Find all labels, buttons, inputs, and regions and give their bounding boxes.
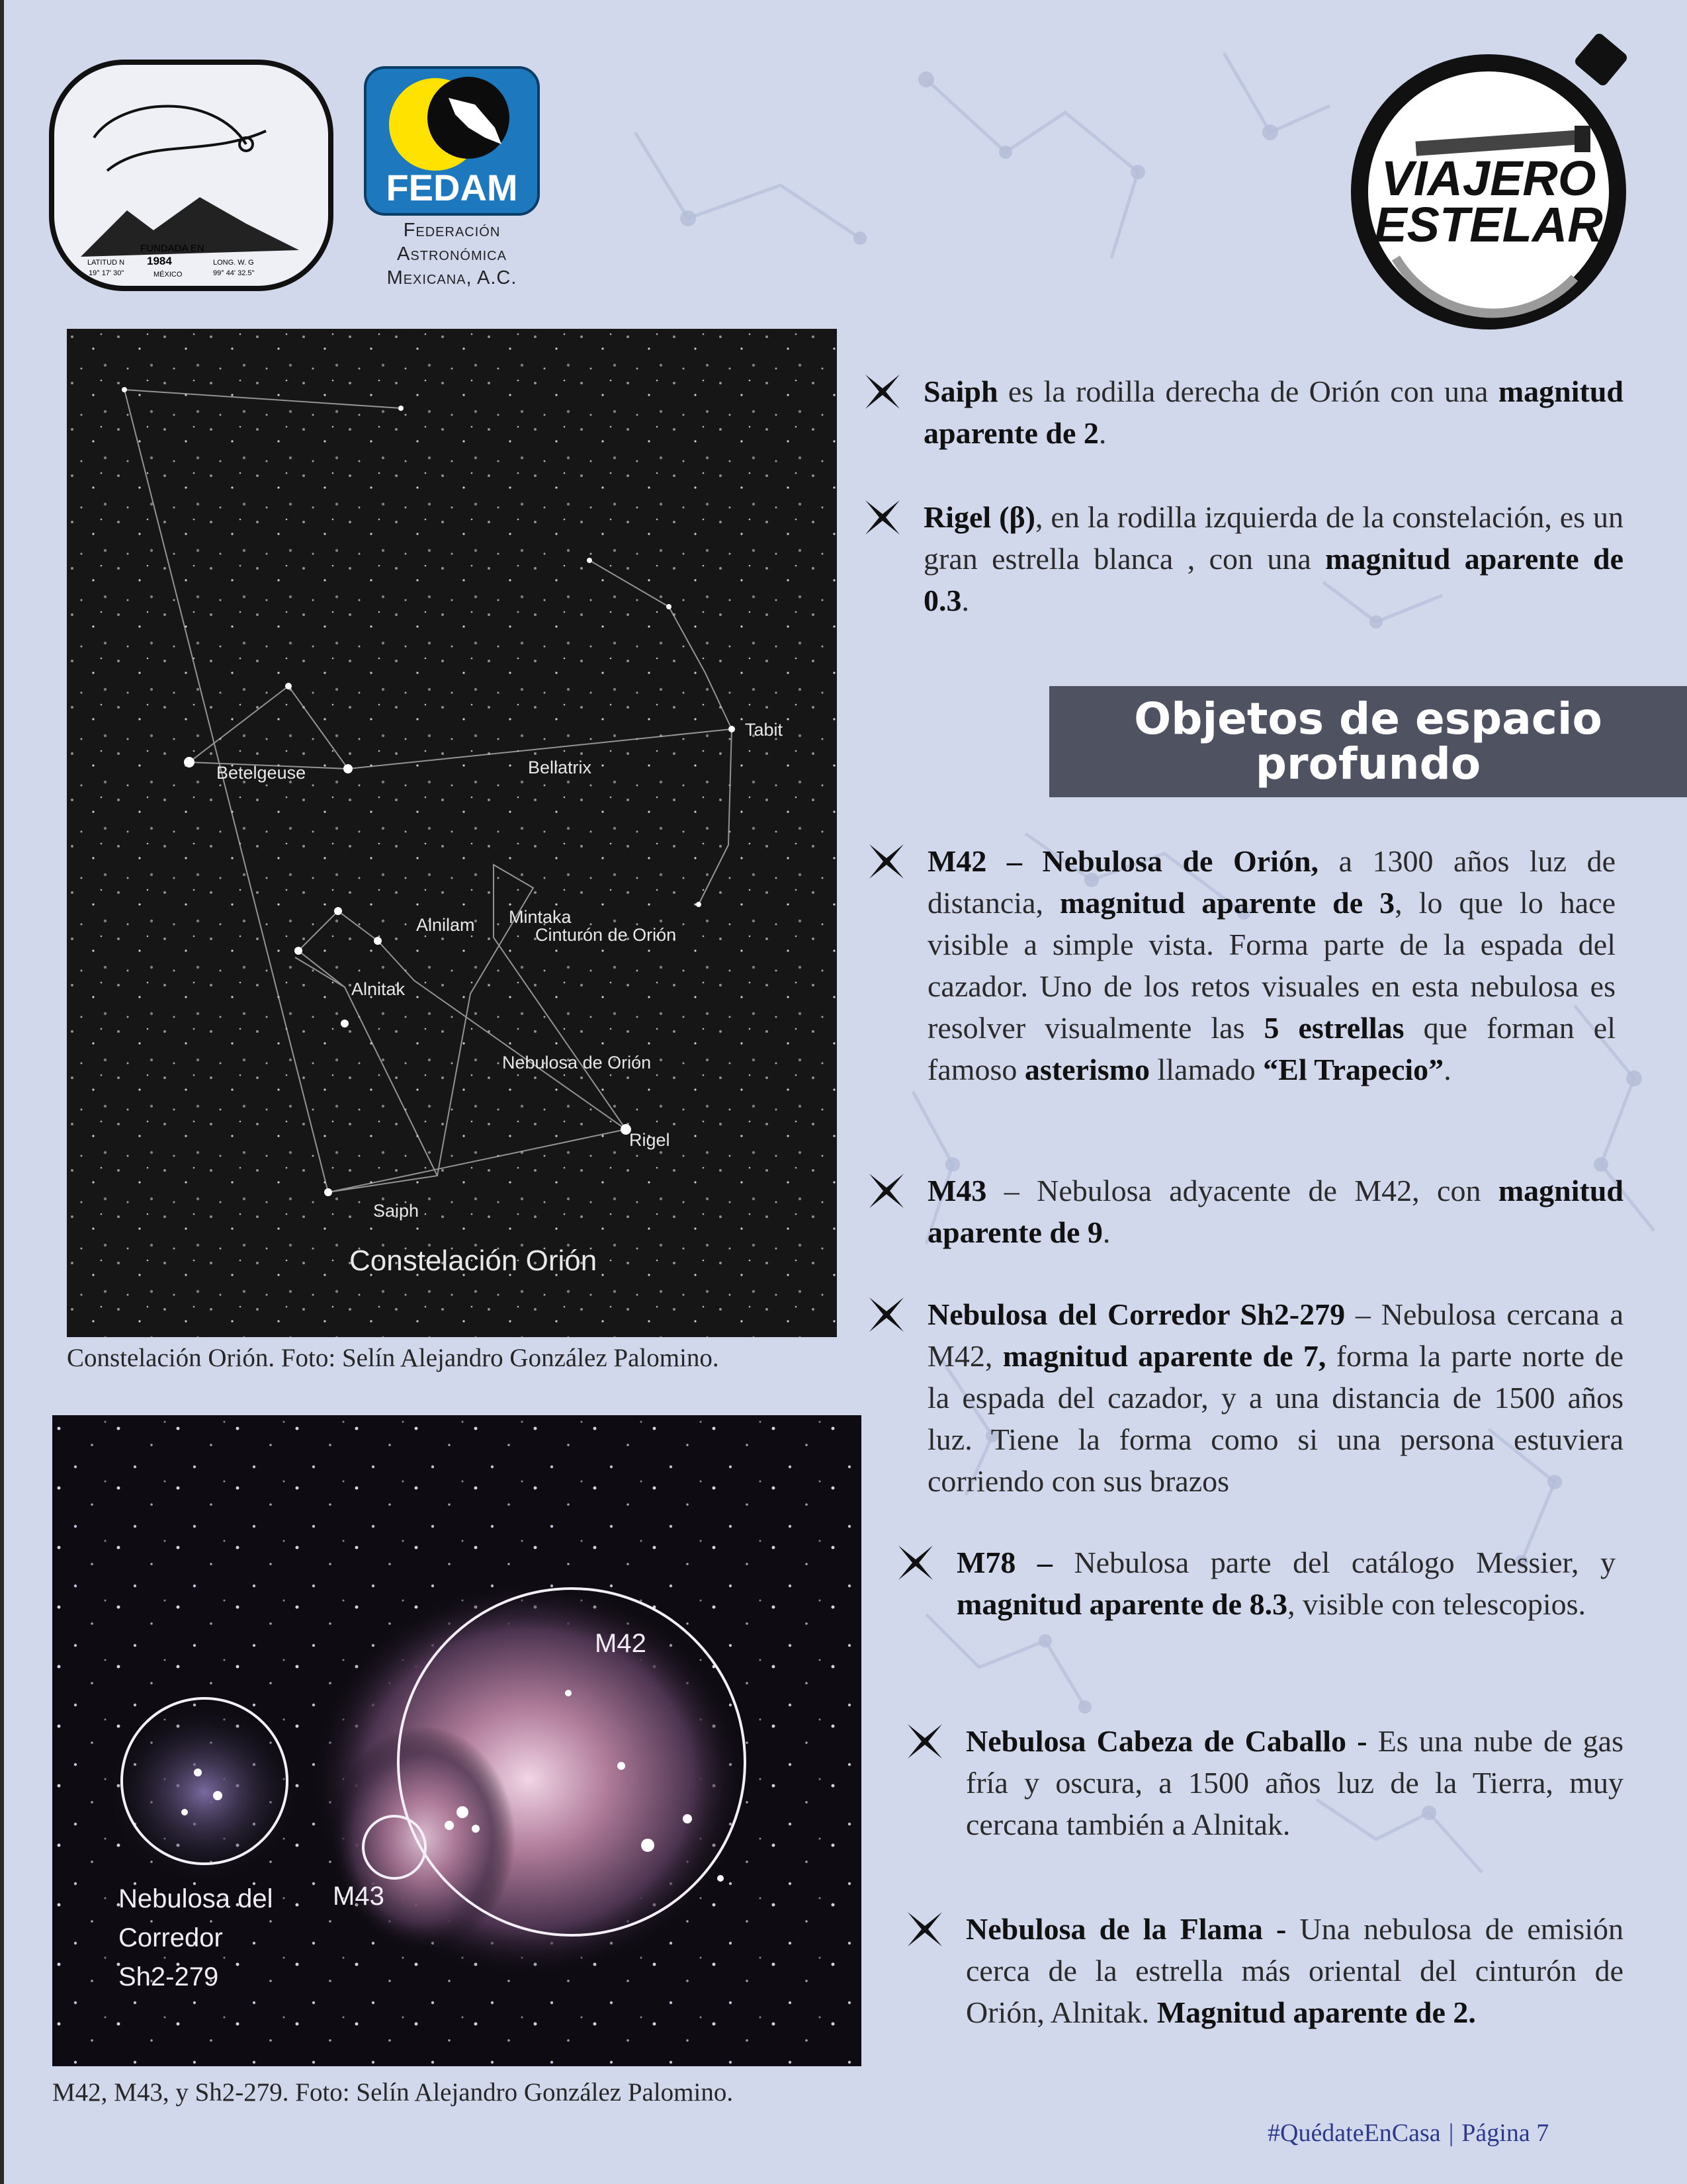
photo2-caption: M42, M43, y Sh2-279. Foto: Selín Alejandro González Palomino.: [52, 2078, 734, 2107]
photo1-caption: Constelación Orión. Foto: Selín Alejandro González Palomino.: [67, 1344, 719, 1372]
fedam-caption-line1: Federación: [403, 220, 501, 241]
star-bullet-icon: [868, 1296, 905, 1333]
footer-separator: |: [1448, 2119, 1454, 2147]
orion-constellation-photo: [67, 329, 837, 1337]
label-corredor-line1: Nebulosa del: [118, 1884, 273, 1913]
page-footer: [1268, 2118, 1549, 2148]
avt-long-label: LONG. W. G: [213, 259, 254, 267]
star-bullet-icon: [864, 499, 901, 536]
avt-founded-year: 1984: [147, 255, 172, 267]
star-bullet-icon: [864, 373, 901, 410]
m42-nebula-photo: [52, 1415, 861, 2066]
footer-page-number: Página 7: [1461, 2119, 1549, 2147]
label-rigel: Rigel: [629, 1130, 670, 1150]
star-bullet-icon: [868, 1172, 905, 1209]
avt-logo: [48, 58, 335, 292]
avt-founded-place: MÉXICO: [153, 271, 183, 279]
avt-lat-label: LATITUD N: [87, 259, 125, 267]
fedam-wordmark: FEDAM: [386, 167, 518, 208]
item-cabeza-caballo: Nebulosa Cabeza de Caballo - Es una nube de gas fría y oscura, a 1500 años luz de la Tierra, muy cercana también a Alnitak.: [966, 1720, 1623, 1845]
label-alnitak: Alnitak: [351, 979, 406, 999]
star-bullet-icon: [906, 1723, 943, 1760]
viajero-line1: VIAJERO: [1381, 151, 1596, 206]
heading-line1: Objetos de espacio: [1134, 693, 1602, 744]
label-nebulosa-orion: Nebulosa de Orión: [502, 1053, 652, 1072]
label-mintaka: Mintaka: [509, 907, 572, 927]
star-bullet-icon: [897, 1544, 934, 1581]
item-saiph: Saiph es la rodilla derecha de Orión con una magnitud aparente de 2.: [924, 371, 1623, 454]
label-m42: M42: [595, 1629, 646, 1658]
section-heading: [1049, 686, 1687, 797]
viajero-estelar-logo: [1336, 26, 1641, 331]
viajero-line2: ESTELAR: [1374, 197, 1603, 252]
item-m42: M42 – Nebulosa de Orión, a 1300 años luz de distancia, magnitud aparente de 3, lo que lo hace visible a simple vista. Forma parte de la espada del cazador. Uno de los retos visuales en esta nebulosa es resolver visualmente las 5 estrellas que forman el famoso asterismo llamado “El Trapecio”.: [928, 840, 1616, 1090]
avt-founded-label: FUNDADA EN: [140, 243, 204, 254]
label-m43: M43: [333, 1882, 384, 1911]
fedam-caption-line2: Astronómica: [397, 243, 507, 265]
label-corredor-line3: Sh2-279: [118, 1962, 219, 1991]
label-corredor-line2: Corredor: [118, 1923, 223, 1952]
item-flama: Nebulosa de la Flama - Una nebulosa de emisión cerca de la estrella más oriental del cinturón de Orión, Alnitak. Magnitud aparente de 2.: [966, 1908, 1623, 2033]
item-rigel: Rigel (β), en la rodilla izquierda de la constelación, es un gran estrella blanca , con una magnitud aparente de 0.3.: [924, 496, 1623, 621]
label-betelgeuse: Betelgeuse: [216, 763, 306, 783]
item-m43: M43 – Nebulosa adyacente de M42, con magnitud aparente de 9.: [928, 1170, 1623, 1253]
heading-line2: profundo: [1255, 738, 1481, 789]
label-bellatrix: Bellatrix: [528, 758, 592, 777]
label-cinturon: Cinturón de Orión: [535, 925, 677, 945]
footer-hashtag: #QuédateEnCasa: [1268, 2119, 1441, 2147]
item-m78: M78 – Nebulosa parte del catálogo Messier, y magnitud aparente de 8.3, visible con telescopios.: [957, 1542, 1616, 1625]
photo1-title: Constelación Orión: [349, 1245, 597, 1277]
fedam-logo: [363, 65, 541, 217]
label-saiph: Saiph: [373, 1201, 419, 1221]
fedam-caption-line3: Mexicana, A.C.: [386, 267, 517, 288]
label-alnilam: Alnilam: [416, 915, 475, 935]
item-corredor: Nebulosa del Corredor Sh2-279 – Nebulosa cercana a M42, magnitud aparente de 7, forma la parte norte de la espada del cazador, y a una distancia de 1500 años luz. Tiene la forma como si una persona estuviera corriendo con sus brazos: [928, 1293, 1623, 1502]
label-tabit: Tabit: [745, 720, 783, 740]
fedam-caption: [363, 218, 541, 290]
avt-lat-value: 19° 17' 30": [89, 269, 124, 277]
avt-long-value: 99° 44' 32.5": [213, 269, 255, 277]
star-bullet-icon: [906, 1911, 943, 1948]
star-bullet-icon: [868, 843, 905, 880]
